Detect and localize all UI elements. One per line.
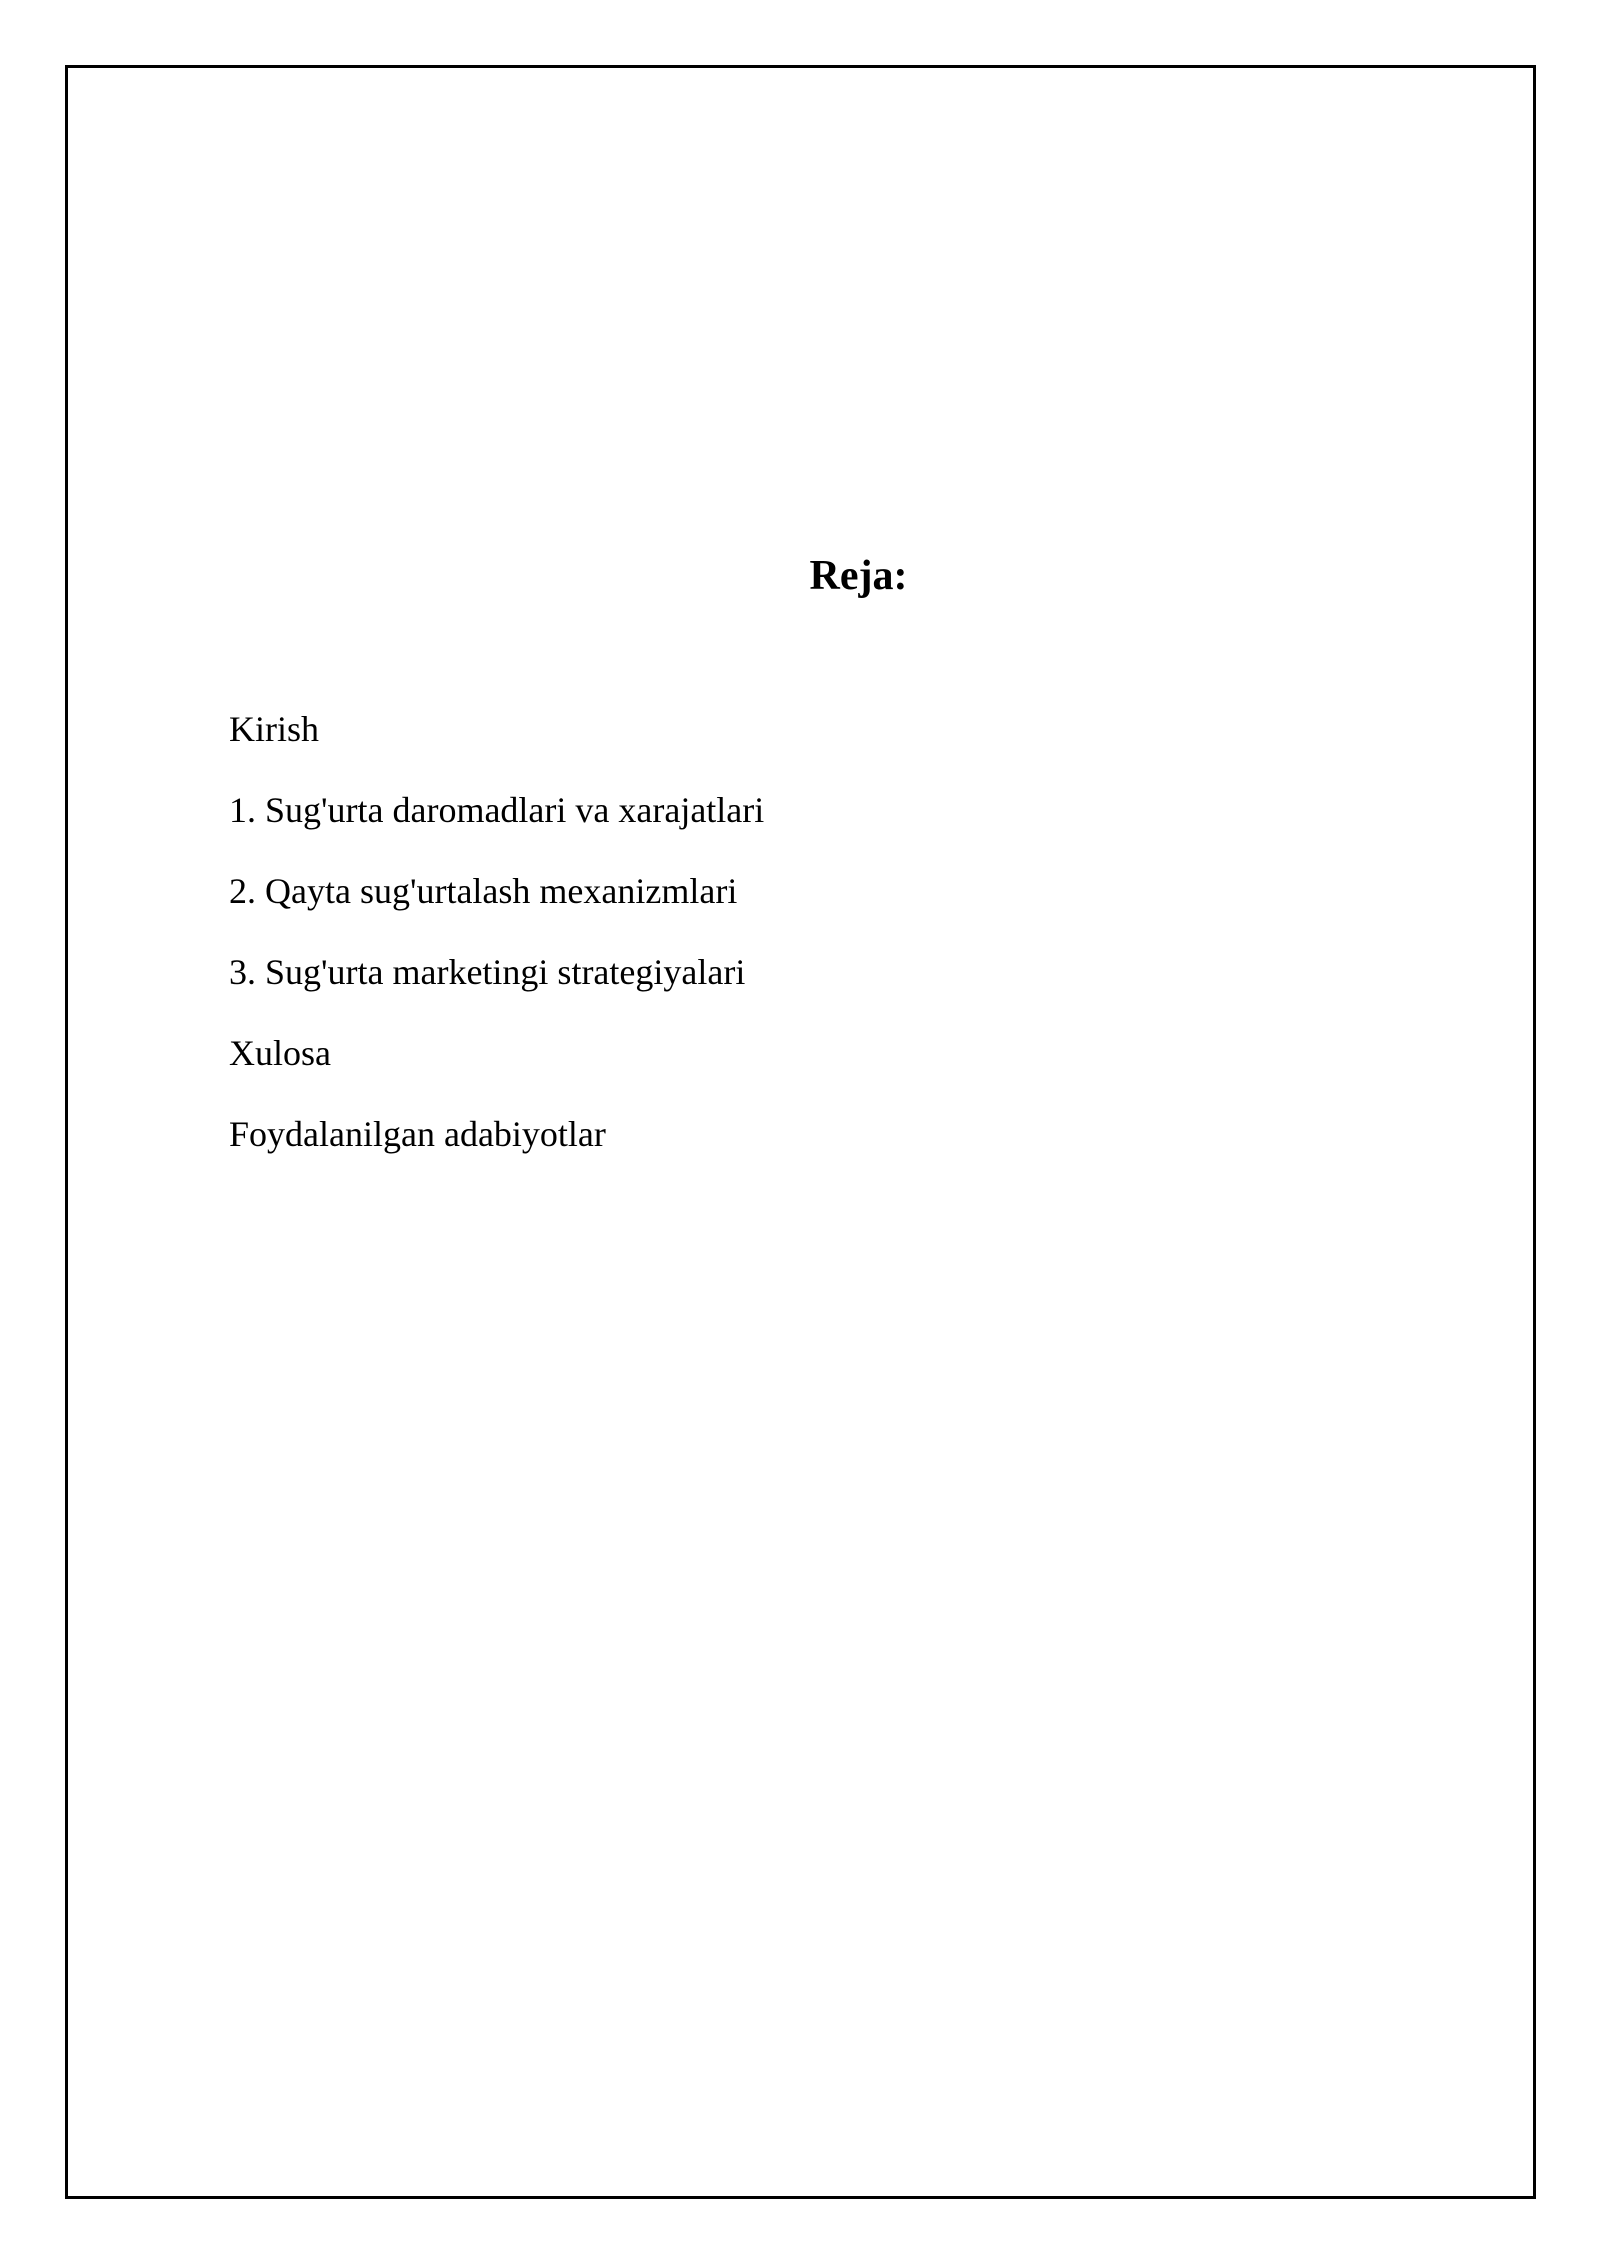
plan-list [229,706,764,1192]
page-title: Reja: [809,553,908,599]
plan-item-2: 2. Qayta sug'urtalash mexanizmlari [229,871,738,911]
plan-item-1: 1. Sug'urta daromadlari va xarajatlari [229,790,765,830]
plan-item-3: 3. Sug'urta marketingi strategiyalari [229,952,746,992]
plan-item-introduction: Kirish [229,709,319,749]
plan-item-conclusion: Xulosa [229,1033,331,1073]
plan-item-references: Foydalanilgan adabiyotlar [229,1114,606,1154]
